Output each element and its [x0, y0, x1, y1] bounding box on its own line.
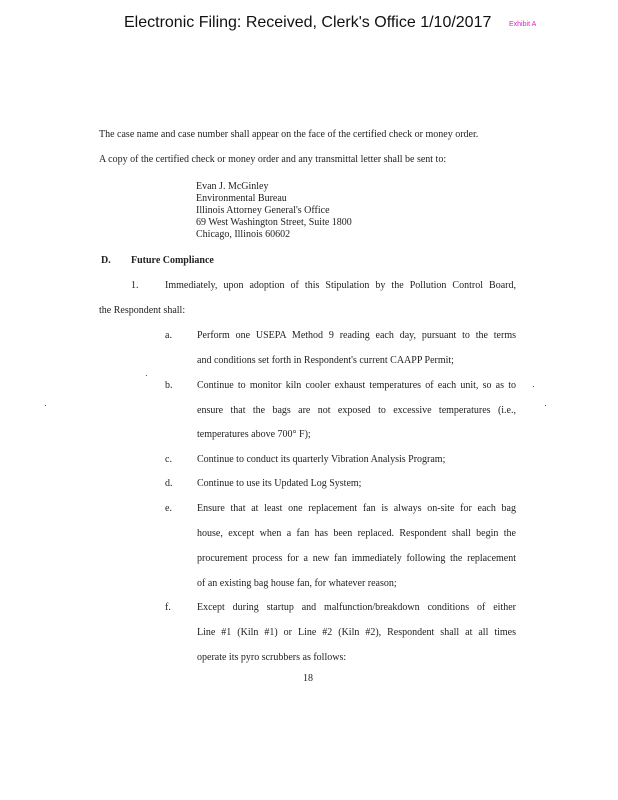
scan-speck	[45, 405, 46, 406]
item-e-line-2: house, except when a fan has been replaced. Respondent shall begin the	[197, 528, 516, 539]
item-a-line-1: Perform one USEPA Method 9 reading each day, pursuant to the terms	[197, 330, 516, 341]
item-b-line-3: temperatures above 700° F);	[197, 429, 311, 440]
section-title: Future Compliance	[131, 255, 214, 266]
address-name: Evan J. McGinley	[196, 181, 269, 192]
filing-header: Electronic Filing: Received, Clerk's Office 1/10/2017	[124, 14, 492, 31]
scan-speck	[533, 386, 534, 387]
item-b-letter: b.	[165, 380, 173, 391]
section-letter: D.	[101, 255, 111, 266]
item-a-line-2: and conditions set forth in Respondent's current CAAPP Permit;	[197, 355, 454, 366]
item-d-line-1: Continue to use its Updated Log System;	[197, 478, 362, 489]
item-b-line-1: Continue to monitor kiln cooler exhaust temperatures of each unit, so as to	[197, 380, 516, 391]
item-d-letter: d.	[165, 478, 173, 489]
item-f-line-1: Except during startup and malfunction/breakdown conditions of either	[197, 602, 516, 613]
item-e-line-3: procurement process for a new fan immediately following the replacement	[197, 553, 516, 564]
address-office: Illinois Attorney General's Office	[196, 205, 330, 216]
item-f-letter: f.	[165, 602, 171, 613]
para-line-1: Immediately, upon adoption of this Stipulation by the Pollution Control Board,	[165, 280, 516, 291]
item-a-letter: a.	[165, 330, 172, 341]
para-line-2: the Respondent shall:	[99, 305, 186, 316]
scan-speck	[146, 375, 147, 376]
address-dept: Environmental Bureau	[196, 193, 287, 204]
address-city: Chicago, Illinois 60602	[196, 229, 291, 240]
exhibit-stamp: Exhibit A	[509, 21, 537, 28]
page-number: 18	[303, 673, 313, 684]
item-f-line-3: operate its pyro scrubbers as follows:	[197, 652, 347, 663]
intro-line-2: A copy of the certified check or money order and any transmittal letter shall be sent to:	[99, 154, 447, 165]
intro-line-1: The case name and case number shall appear on the face of the certified check or money order.	[99, 129, 479, 140]
scan-speck	[545, 405, 546, 406]
item-b-line-2: ensure that the bags are not exposed to excessive temperatures (i.e.,	[197, 405, 516, 416]
item-e-letter: e.	[165, 503, 172, 514]
item-c-line-1: Continue to conduct its quarterly Vibration Analysis Program;	[197, 454, 446, 465]
item-f-line-2: Line #1 (Kiln #1) or Line #2 (Kiln #2), Respondent shall at all times	[197, 627, 516, 638]
item-e-line-1: Ensure that at least one replacement fan is always on-site for each bag	[197, 503, 516, 514]
para-number: 1.	[131, 280, 139, 291]
item-c-letter: c.	[165, 454, 172, 465]
item-e-line-4: of an existing bag house fan, for whatever reason;	[197, 578, 397, 589]
address-street: 69 West Washington Street, Suite 1800	[196, 217, 352, 228]
